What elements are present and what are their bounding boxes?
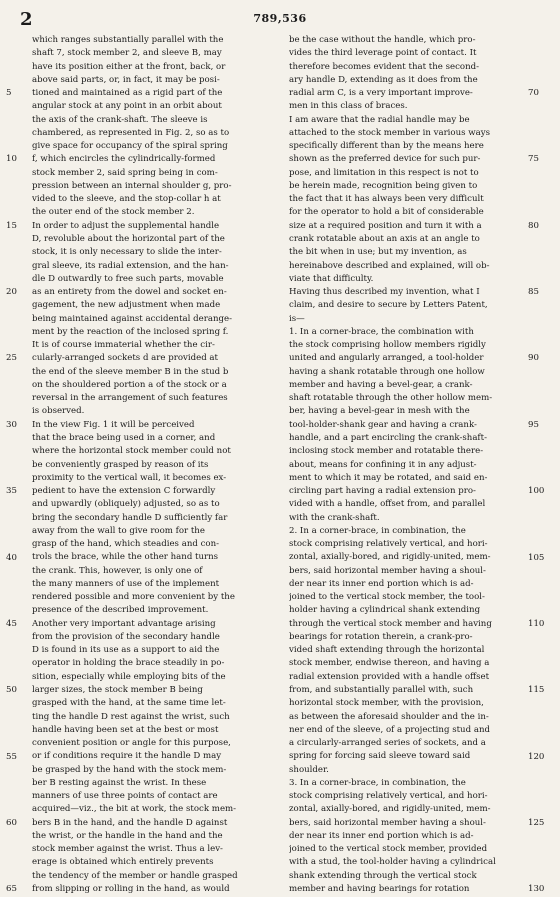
text-line: be conveniently grasped by reason of its bbox=[32, 459, 209, 470]
text-line: the stock comprising hollow members rigidly bbox=[289, 340, 486, 351]
text-line: presence of the described improvement. bbox=[32, 605, 209, 616]
text-line: angular stock at any point in an orbit about bbox=[32, 101, 222, 112]
text-line: larger sizes, the stock member B being bbox=[32, 685, 203, 696]
line-number: 120 bbox=[528, 751, 545, 762]
text-line: ment by the reaction of the inclosed spring f. bbox=[32, 326, 229, 337]
text-line: zontal, axially-bored, and rigidly-united, mem- bbox=[289, 804, 491, 815]
text-line: shown as the preferred device for such pur- bbox=[289, 154, 481, 165]
text-line: the tendency of the member or handle grasped bbox=[32, 870, 238, 881]
line-number: 110 bbox=[528, 618, 545, 629]
line-number: 30 bbox=[6, 419, 17, 430]
text-line: stock member against the wrist. Thus a lev- bbox=[32, 844, 223, 855]
text-line: hereinabove described and explained, will ob- bbox=[289, 260, 490, 271]
text-line: claim, and desire to secure by Letters Patent, bbox=[289, 300, 488, 311]
text-line: therefore becomes evident that the second- bbox=[289, 61, 480, 72]
text-line: the bit when in use; but my invention, as bbox=[289, 247, 467, 258]
text-line: rendered possible and more convenient by the bbox=[32, 592, 235, 603]
text-line: sition, especially while employing bits of the bbox=[32, 671, 226, 682]
text-line: united and angularly arranged, a tool-holder bbox=[289, 353, 484, 364]
text-line: a circularly-arranged series of sockets, and a bbox=[289, 738, 486, 749]
page-number: 2 bbox=[20, 9, 33, 30]
text-line: operator in holding the brace steadily in po- bbox=[32, 658, 225, 669]
text-line: is— bbox=[289, 313, 305, 324]
text-line: the outer end of the stock member 2. bbox=[32, 207, 195, 218]
right-text-column bbox=[289, 34, 531, 896]
text-line: 3. In a corner-brace, in combination, the bbox=[289, 777, 466, 788]
text-line: the many manners of use of the implement bbox=[32, 578, 220, 589]
text-line: specifically different than by the means here bbox=[289, 141, 484, 152]
text-line: vided with a handle, offset from, and parallel bbox=[289, 499, 486, 510]
text-line: viate that difficulty. bbox=[289, 273, 374, 284]
text-line: from the provision of the secondary handle bbox=[32, 631, 220, 642]
text-line: pression between an internal shoulder g, pro- bbox=[32, 180, 232, 191]
text-line: with the crank-shaft. bbox=[289, 512, 380, 523]
text-line: have its position either at the front, back, or bbox=[32, 61, 226, 72]
text-line: grasp of the hand, which steadies and con- bbox=[32, 539, 220, 550]
text-line: be the case without the handle, which pro- bbox=[289, 35, 476, 45]
text-line: acquired—viz., the bit at work, the stock mem- bbox=[32, 804, 237, 815]
text-line: ber, having a bevel-gear in mesh with the bbox=[289, 406, 470, 417]
patent-number: 789,536 bbox=[253, 12, 307, 25]
line-number: 70 bbox=[528, 88, 539, 99]
text-line: bers B in the hand, and the handle D against bbox=[32, 817, 228, 828]
line-number: 15 bbox=[6, 220, 17, 231]
text-line: handle, and a part encircling the crank-shaft- bbox=[289, 432, 487, 443]
text-line: or if conditions require it the handle D may bbox=[32, 751, 222, 762]
text-line: from, and substantially parallel with, such bbox=[289, 685, 474, 696]
line-number: 125 bbox=[528, 817, 545, 828]
text-line: tioned and maintained as a rigid part of the bbox=[32, 88, 223, 99]
line-number: 85 bbox=[528, 287, 539, 298]
text-line: gral sleeve, its radial extension, and the han- bbox=[32, 260, 229, 271]
text-line: as an entirety from the dowel and socket en- bbox=[32, 287, 227, 298]
text-line: I am aware that the radial handle may be bbox=[289, 114, 470, 125]
text-line: vided shaft extending through the horizontal bbox=[289, 645, 485, 656]
text-line: radial arm C, is a very important improve- bbox=[289, 88, 473, 99]
text-line: stock member, endwise thereon, and having a bbox=[289, 658, 490, 669]
text-line: men in this class of braces. bbox=[289, 101, 408, 112]
text-line: the fact that it has always been very difficult bbox=[289, 194, 484, 205]
line-number: 20 bbox=[6, 287, 17, 298]
text-line: stock comprising relatively vertical, and hori- bbox=[289, 539, 488, 550]
text-line: stock comprising relatively vertical, and hori- bbox=[289, 791, 488, 802]
text-line: shaft 7, stock member 2, and sleeve B, may bbox=[32, 48, 222, 59]
line-number: 100 bbox=[528, 486, 545, 497]
text-line: zontal, axially-bored, and rigidly-united, mem- bbox=[289, 552, 491, 563]
text-line: horizontal stock member, with the provision, bbox=[289, 698, 484, 709]
text-line: be herein made, recognition being given to bbox=[289, 180, 478, 191]
text-line: Another very important advantage arising bbox=[32, 618, 216, 629]
text-line: radial extension provided with a handle offset bbox=[289, 671, 490, 682]
text-line: handle having been set at the best or most bbox=[32, 724, 219, 735]
text-line: ment to which it may be rotated, and said en- bbox=[289, 472, 488, 483]
line-number: 10 bbox=[6, 154, 17, 165]
text-line: spring for forcing said sleeve toward said bbox=[289, 751, 471, 762]
text-line: dle D outwardly to free such parts, movable bbox=[32, 273, 224, 284]
text-line: manners of use three points of contact are bbox=[32, 791, 218, 802]
text-line: which ranges substantially parallel with the bbox=[32, 35, 224, 45]
text-line: the axis of the crank-shaft. The sleeve is bbox=[32, 114, 208, 125]
text-line: for the operator to hold a bit of considerable bbox=[289, 207, 484, 218]
line-number: 80 bbox=[528, 220, 539, 231]
text-line: bers, said horizontal member having a shoul- bbox=[289, 565, 486, 576]
text-line: grasped with the hand, at the same time let- bbox=[32, 698, 226, 709]
line-number: 65 bbox=[6, 884, 17, 895]
line-number: 45 bbox=[6, 618, 17, 629]
text-line: above said parts, or, in fact, it may be posi- bbox=[32, 74, 220, 85]
line-number: 115 bbox=[528, 685, 545, 696]
text-line: proximity to the vertical wall, it becomes ex- bbox=[32, 472, 227, 483]
text-line: attached to the stock member in various ways bbox=[289, 127, 491, 138]
text-line: as between the aforesaid shoulder and the in- bbox=[289, 711, 489, 722]
text-line: bers, said horizontal member having a shoul- bbox=[289, 817, 486, 828]
text-line: the wrist, or the handle in the hand and the bbox=[32, 830, 223, 841]
text-line: D is found in its use as a support to aid the bbox=[32, 645, 220, 656]
text-line: der near its inner end portion which is ad- bbox=[289, 578, 474, 589]
text-line: away from the wall to give room for the bbox=[32, 525, 205, 536]
text-line: D, revoluble about the horizontal part of the bbox=[32, 233, 225, 244]
text-line: In the view Fig. 1 it will be perceived bbox=[32, 419, 195, 430]
text-line: joined to the vertical stock member, provided bbox=[289, 844, 488, 855]
text-line: that the brace being used in a corner, and bbox=[32, 432, 216, 443]
text-line: ary handle D, extending as it does from the bbox=[289, 74, 478, 85]
text-line: vided to the sleeve, and the stop-collar h at bbox=[32, 194, 221, 205]
text-line: gagement, the new adjustment when made bbox=[32, 300, 221, 311]
text-line: 1. In a corner-brace, the combination with bbox=[289, 326, 474, 337]
text-line: shoulder. bbox=[289, 764, 329, 775]
text-line: the end of the sleeve member B in the stud b bbox=[32, 366, 229, 377]
text-line: 2. In a corner-brace, in combination, the bbox=[289, 525, 466, 536]
line-number: 130 bbox=[528, 884, 545, 895]
text-line: having a shank rotatable through one hollow bbox=[289, 366, 485, 377]
line-number: 50 bbox=[6, 685, 17, 696]
text-line: erage is obtained which entirely prevents bbox=[32, 857, 214, 868]
line-number: 5 bbox=[6, 88, 12, 99]
text-line: where the horizontal stock member could not bbox=[32, 446, 231, 457]
text-line: on the shouldered portion a of the stock or a bbox=[32, 379, 227, 390]
text-line: inclosing stock member and rotatable there- bbox=[289, 446, 484, 457]
text-line: stock member 2, said spring being in com- bbox=[32, 167, 218, 178]
line-number: 95 bbox=[528, 419, 539, 430]
text-line: member and having a bevel-gear, a crank- bbox=[289, 379, 473, 390]
text-line: cularly-arranged sockets d are provided at bbox=[32, 353, 219, 364]
text-line: stock, it is only necessary to slide the inter- bbox=[32, 247, 222, 258]
text-line: ber B resting against the wrist. In these bbox=[32, 777, 207, 788]
text-line: vides the third leverage point of contact. It bbox=[289, 48, 477, 59]
text-line: be grasped by the hand with the stock mem- bbox=[32, 764, 227, 775]
line-number: 60 bbox=[6, 817, 17, 828]
text-line: about, means for confining it in any adjust- bbox=[289, 459, 477, 470]
text-line: is observed. bbox=[32, 406, 85, 417]
text-line: bearings for rotation therein, a crank-pro- bbox=[289, 631, 473, 642]
line-number: 40 bbox=[6, 552, 17, 563]
text-line: In order to adjust the supplemental handle bbox=[32, 220, 220, 231]
line-number: 105 bbox=[528, 552, 545, 563]
text-line: ner end of the sleeve, of a projecting stud and bbox=[289, 724, 490, 735]
text-line: shaft rotatable through the other hollow mem- bbox=[289, 393, 493, 404]
text-line: joined to the vertical stock member, the tool- bbox=[289, 592, 485, 603]
text-line: size at a required position and turn it with a bbox=[289, 220, 482, 231]
text-line: ting the handle D rest against the wrist, such bbox=[32, 711, 230, 722]
text-line: crank rotatable about an axis at an angle to bbox=[289, 233, 480, 244]
text-line: trols the brace, while the other hand turns bbox=[32, 552, 219, 563]
line-number: 75 bbox=[528, 154, 539, 165]
text-line: the crank. This, however, is only one of bbox=[32, 565, 203, 576]
text-line: der near its inner end portion which is ad- bbox=[289, 830, 474, 841]
text-line: chambered, as represented in Fig. 2, so as to bbox=[32, 127, 230, 138]
text-line: through the vertical stock member and having bbox=[289, 618, 492, 629]
line-number: 90 bbox=[528, 353, 539, 364]
text-line: circling part having a radial extension pro- bbox=[289, 486, 476, 497]
left-text-column bbox=[32, 34, 274, 896]
text-line: f, which encircles the cylindrically-formed bbox=[32, 154, 216, 165]
line-number: 35 bbox=[6, 486, 17, 497]
text-line: from slipping or rolling in the hand, as would bbox=[32, 884, 230, 894]
text-line: member and having bearings for rotation bbox=[289, 884, 470, 894]
text-line: bring the secondary handle D sufficiently far bbox=[32, 512, 228, 523]
text-line: Having thus described my invention, what I bbox=[289, 287, 480, 298]
line-number: 25 bbox=[6, 353, 17, 364]
text-line: convenient position or angle for this purpose, bbox=[32, 738, 231, 749]
text-line: give space for occupancy of the spiral spring bbox=[32, 141, 228, 152]
text-line: tool-holder-shank gear and having a crank- bbox=[289, 419, 477, 430]
text-line: and upwardly (obliquely) adjusted, so as to bbox=[32, 499, 220, 510]
text-line: pose, and limitation in this respect is not to bbox=[289, 167, 479, 178]
text-line: holder having a cylindrical shank extending bbox=[289, 605, 481, 616]
text-line: with a stud, the tool-holder having a cylindrical bbox=[289, 857, 496, 868]
line-number: 55 bbox=[6, 751, 17, 762]
text-line: pedient to have the extension C forwardly bbox=[32, 486, 216, 497]
text-line: reversal in the arrangement of such features bbox=[32, 393, 228, 404]
text-line: being maintained against accidental derange- bbox=[32, 313, 232, 324]
text-line: It is of course immaterial whether the cir- bbox=[32, 340, 215, 351]
text-line: shank extending through the vertical stock bbox=[289, 870, 477, 881]
